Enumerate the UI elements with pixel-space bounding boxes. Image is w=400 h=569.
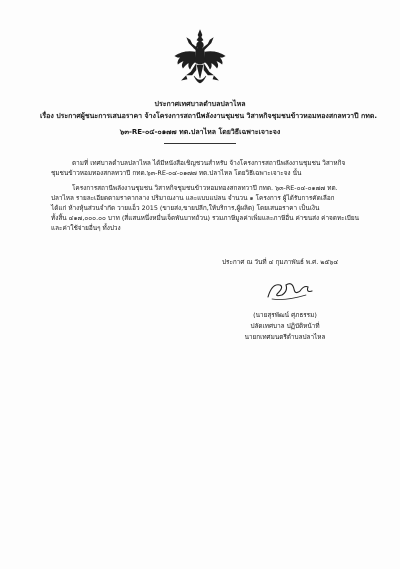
body-paragraph-1-line-1: ตามที่ เทศบาลตำบลปลาไหล ได้มีหนังสือเชิญชวนสำหรับ จ้างโครงการสถานีพลังงานชุมชน วิสาหกิจ: [72, 159, 346, 167]
header-divider: [164, 143, 236, 144]
subject-text-1: ประกาศผู้ชนะการเสนอราคา จ้างโครงการสถานีพลังงานชุมชน วิสาหกิจชุมชนข้าวหอมทองสกลทวาปี กทด.: [56, 112, 378, 120]
body-paragraph-2-line-5: และค่าใช้จ่ายอื่นๆ ทั้งปวง: [51, 224, 121, 232]
body-paragraph-1-line-2: ชุมชนข้าวหอมทองสกลทวาปี กทด.๖๓-RE-๐๔-๐๑๗๗ ทต.ปลาไหล โดยวิธีเฉพาะเจาะจง นั้น: [51, 169, 302, 177]
subject-line-1: [40, 111, 378, 122]
garuda-emblem-icon: [172, 28, 228, 92]
signature-icon: [262, 277, 322, 305]
announcement-date: ประกาศ ณ วันที่ ๔ กุมภาพันธ์ พ.ศ. ๒๕๖๔: [222, 258, 339, 266]
signatory-position: ปลัดเทศบาล ปฏิบัติหน้าที่: [250, 322, 320, 330]
organization-header: ประกาศเทศบาลตำบลปลาไหล: [154, 100, 246, 108]
subject-line-2: ๖๓-RE-๐๔-๐๑๗๗ ทต.ปลาไหล โดยวิธีเฉพาะเจาะจง: [119, 128, 281, 136]
signatory-name: (นายสุรพัฒน์ ศุภธรรม): [253, 311, 317, 319]
body-paragraph-2-line-3: ได้แก่ ห้างหุ้นส่วนจำกัด วายแอ็ว 2015 (ขายส่ง,ขายปลีก,ให้บริการ,ผู้ผลิต) โดยเสนอราคา เป็นเงิน: [51, 204, 320, 212]
signatory-title: นายกเทศมนตรีตำบลปลาไหล: [244, 333, 326, 341]
body-paragraph-2-line-2: ปลาไหล รายละเอียดตามราคากลาง ปริมาณงาน และแบบแปลน จำนวน ๑ โครงการ ผู้ได้รับการคัดเลือก: [51, 194, 335, 202]
body-paragraph-2-line-4: ทั้งสิ้น ๔๑๗,๐๐๐.๐๐ บาท (สี่แสนหนึ่งหมื่นเจ็ดพันบาทถ้วน) รวมภาษีมูลค่าเพิ่มและภาษีอื่น ค่าขนส่ง ค่าจดทะเบียน: [51, 214, 359, 222]
body-paragraph-2-line-1: โครงการสถานีพลังงานชุมชน วิสาหกิจชุมชนข้าวหอมทองสกลทวาปี กทด. ๖๓-RE-๐๔-๐๑๗๗ ทต.: [72, 184, 338, 192]
subject-label: เรื่อง: [40, 112, 54, 120]
